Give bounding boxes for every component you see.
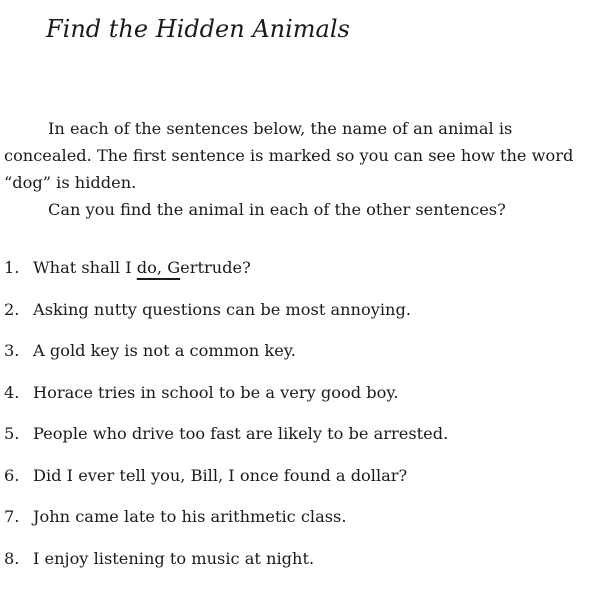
sentence-item-6	[4, 463, 448, 505]
sentence-item-1	[4, 255, 448, 297]
sentence-number: 6.	[4, 465, 20, 485]
sentence-text: John came late to his arithmetic class.	[33, 507, 347, 526]
sentence-item-2	[4, 297, 448, 339]
sentence-number: 3.	[4, 341, 20, 360]
sentence-text: I enjoy listening to music at night.	[33, 548, 315, 568]
page-title: Find the Hidden Animals	[46, 15, 350, 43]
sentence-number: 7.	[4, 507, 20, 526]
instructions-paragraph: In each of the sentences below, the name of an animal is concealed. The first sentence is marked so you can see how the word “dog” is hidden.	[4, 119, 574, 192]
sentence-text-after: ertrude?	[180, 258, 251, 277]
sentence-text: Did I ever tell you, Bill, I once found a dollar?	[33, 465, 408, 485]
sentence-list	[4, 255, 448, 587]
sentence-item-8	[4, 546, 448, 588]
sentence-text-before: What shall I	[33, 258, 137, 277]
sentence-text: People who drive too fast are likely to be arrested.	[33, 424, 449, 443]
sentence-text: Asking nutty questions can be most annoying.	[33, 299, 411, 319]
instructions	[4, 115, 596, 223]
instructions-question: Can you find the animal in each of the other sentences?	[48, 200, 506, 219]
sentence-item-7	[4, 504, 448, 546]
sentence-text: Horace tries in school to be a very good boy.	[33, 382, 399, 402]
hidden-word-underline: do, G	[136, 258, 181, 277]
sentence-text: A gold key is not a common key.	[33, 341, 296, 360]
sentence-item-3	[4, 338, 448, 380]
sentence-number: 4.	[4, 382, 20, 402]
sentence-item-4	[4, 380, 448, 422]
sentence-number: 8.	[4, 548, 20, 568]
sentence-number: 2.	[4, 299, 20, 319]
sentence-item-5	[4, 421, 448, 463]
sentence-number: 5.	[4, 424, 20, 443]
sentence-number: 1.	[4, 258, 20, 277]
